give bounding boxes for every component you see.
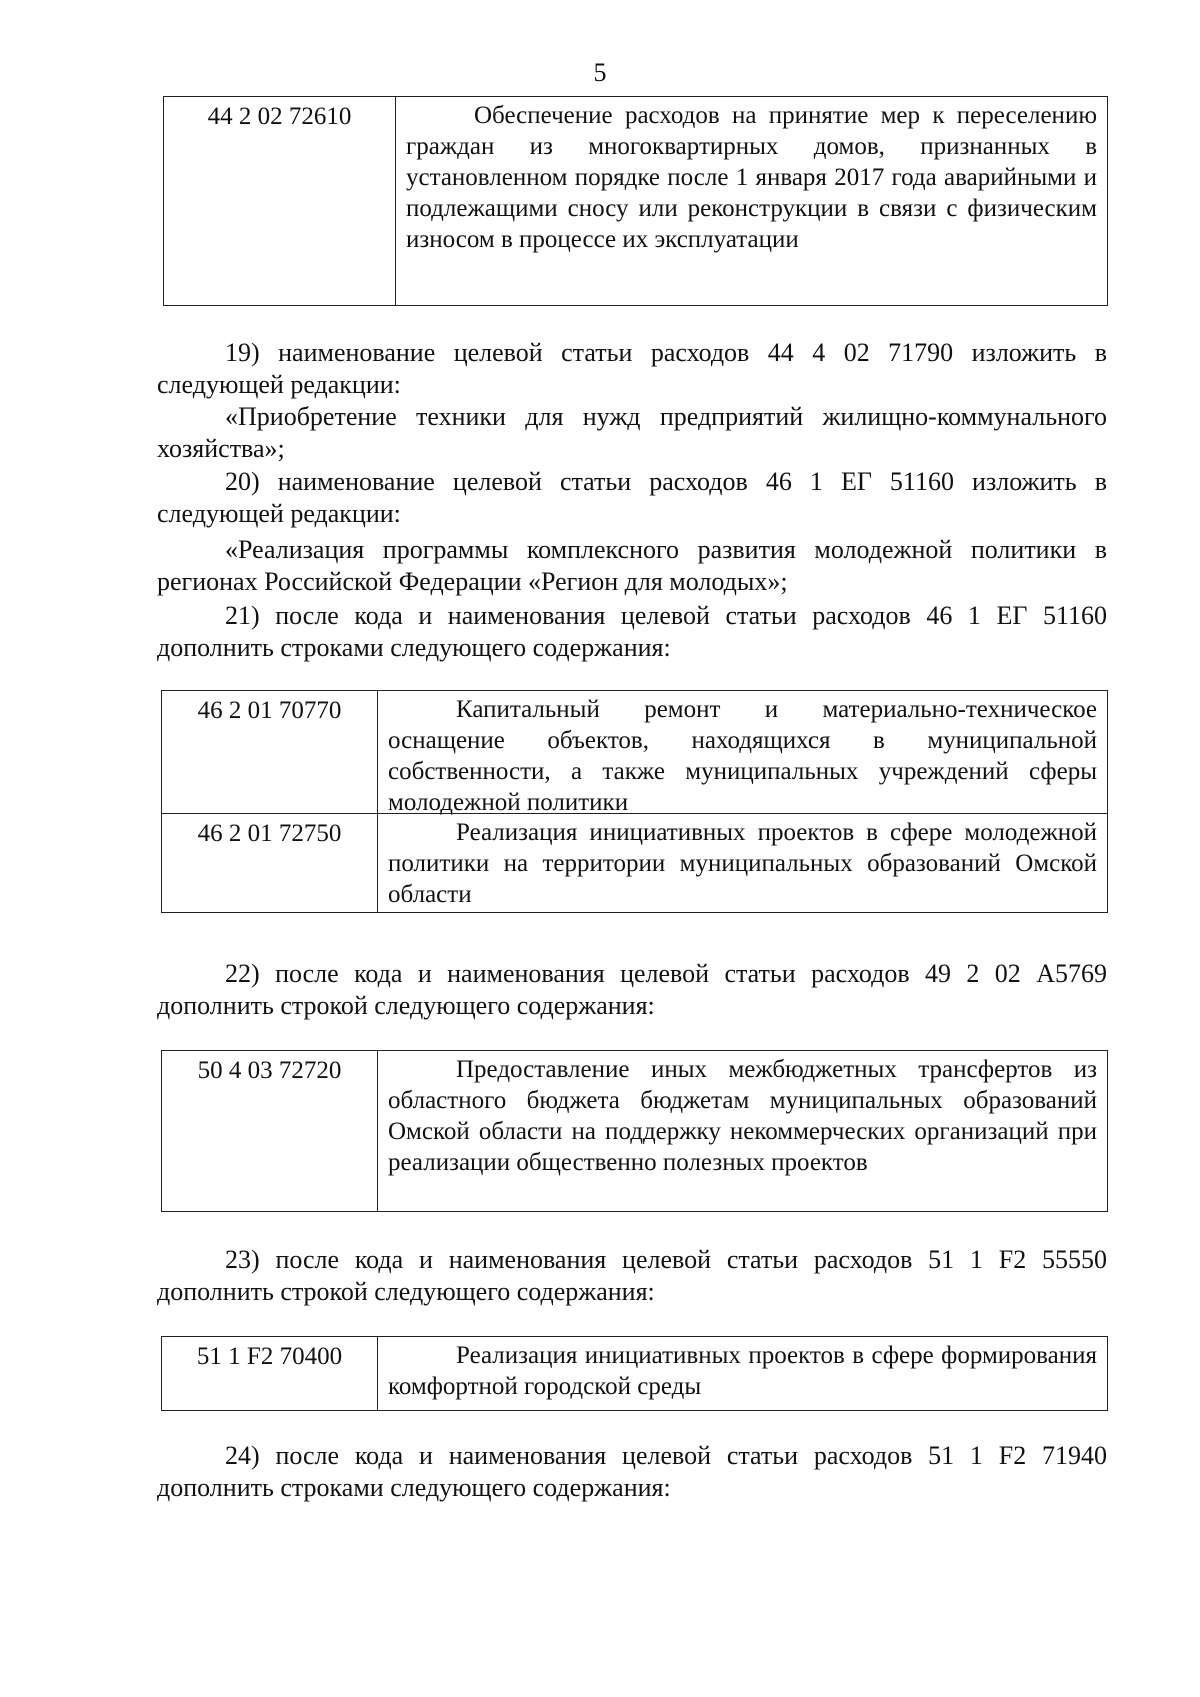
table-code-cell: 46 2 01 72750 [162, 814, 378, 912]
paragraph-22 [157, 958, 1107, 1022]
paragraph-23-text: 23) после кода и наименования целевой статьи расходов 51 1 F2 55550 дополнить строкой следующего содержания: [157, 1245, 1107, 1306]
paragraph-20-text: 20) наименование целевой статьи расходов 46 1 ЕГ 51160 изложить в следующей редакции: [157, 467, 1107, 528]
paragraph-24 [157, 1440, 1107, 1504]
paragraph-21 [157, 600, 1107, 664]
paragraph-23 [157, 1244, 1107, 1308]
table-description-text: Реализация инициативных проектов в сфере молодежной политики на территории муниципальных образований Омской области [388, 819, 1097, 908]
paragraph-21-text: 21) после кода и наименования целевой статьи расходов 46 1 ЕГ 51160 дополнить строками следующего содержания: [157, 601, 1107, 662]
table-target-51-1-f2-70400 [161, 1336, 1108, 1411]
table-description-cell [378, 1337, 1107, 1410]
table-target-50-4-03-72720 [161, 1050, 1108, 1212]
table-description-cell [378, 814, 1107, 912]
table-code-cell: 46 2 01 70770 [162, 691, 378, 813]
table-description-text: Капитальный ремонт и материально-техническое оснащение объектов, находящихся в муниципальной собственности, а также муниципальных учреждений сферы молодежной политики [388, 696, 1097, 816]
table-additions-46-2 [161, 690, 1108, 913]
table-description-text: Предоставление иных межбюджетных трансфертов из областного бюджета бюджетам муниципальных образований Омской области на поддержку некоммерческих организаций при реализации общественно полезных проектов [388, 1056, 1097, 1176]
table-row [162, 813, 1107, 912]
paragraph-19 [157, 337, 1107, 401]
table-code-cell: 50 4 03 72720 [162, 1051, 378, 1211]
table-description-text: Реализация инициативных проектов в сфере формирования комфортной городской среды [388, 1342, 1097, 1400]
page-number: 5 [593, 58, 607, 87]
table-row [162, 691, 1107, 816]
quote-19-text: «Приобретение техники для нужд предприятий жилищно-коммунального хозяйства»; [157, 402, 1107, 463]
paragraph-22-text: 22) после кода и наименования целевой статьи расходов 49 2 02 А5769 дополнить строкой следующего содержания: [157, 959, 1107, 1020]
quote-20 [157, 534, 1107, 598]
table-description-cell [396, 97, 1107, 305]
paragraph-19-text: 19) наименование целевой статьи расходов 44 4 02 71790 изложить в следующей редакции: [157, 338, 1107, 399]
table-description-cell [378, 1051, 1107, 1211]
table-code-cell: 51 1 F2 70400 [162, 1337, 378, 1410]
table-description-cell [378, 691, 1107, 816]
paragraph-20 [157, 466, 1107, 530]
table-code-cell: 44 2 02 72610 [164, 97, 396, 305]
table-description-text: Обеспечение расходов на принятие мер к переселению граждан из многоквартирных домов, признанных в установленном порядке после 1 января 2017 года аварийными и подлежащими сносу или реконструкции в связи с физическим износом в процессе их эксплуатации [406, 102, 1097, 253]
paragraph-24-text: 24) после кода и наименования целевой статьи расходов 51 1 F2 71940 дополнить строками следующего содержания: [157, 1441, 1107, 1502]
quote-20-text: «Реализация программы комплексного развития молодежной политики в регионах Российской Федерации «Регион для молодых»; [157, 535, 1107, 596]
table-target-44-2-02-72610 [163, 96, 1108, 306]
quote-19 [157, 401, 1107, 465]
